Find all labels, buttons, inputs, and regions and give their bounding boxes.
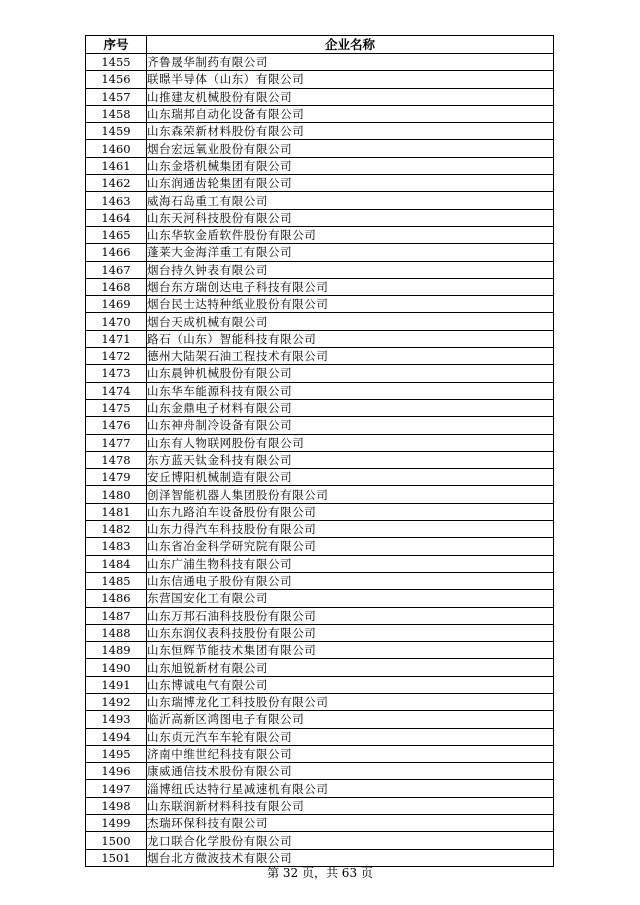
company-name-cell: 山东金鼎电子材料有限公司 [147,399,554,416]
serial-number-cell: 1469 [86,296,147,313]
serial-number-cell: 1489 [86,642,147,659]
table-row [86,590,554,607]
table-row [86,607,554,624]
company-name-cell: 烟台民士达特种纸业股份有限公司 [147,296,554,313]
serial-number-cell: 1477 [86,434,147,451]
table-row [86,296,554,313]
table-row [86,399,554,416]
table-row [86,330,554,347]
serial-number-cell: 1484 [86,555,147,572]
table-row [86,486,554,503]
table-row [86,538,554,555]
company-name-cell: 山东瑞博龙化工科技股份有限公司 [147,693,554,710]
serial-number-cell: 1463 [86,192,147,209]
table-header-row [86,36,554,54]
serial-number-cell: 1461 [86,157,147,174]
company-name-cell: 安丘博阳机械制造有限公司 [147,469,554,486]
table-row [86,797,554,814]
serial-number-cell: 1479 [86,469,147,486]
serial-number-cell: 1498 [86,797,147,814]
serial-number-cell: 1490 [86,659,147,676]
table-row [86,192,554,209]
table-row [86,676,554,693]
table-row [86,417,554,434]
serial-number-cell: 1497 [86,780,147,797]
serial-number-cell: 1476 [86,417,147,434]
table-row [86,728,554,745]
company-name-cell: 山东东润仪表科技股份有限公司 [147,624,554,641]
company-name-cell: 创泽智能机器人集团股份有限公司 [147,486,554,503]
serial-number-cell: 1468 [86,278,147,295]
company-name-cell: 山东神舟制冷设备有限公司 [147,417,554,434]
table-row [86,434,554,451]
company-name-cell: 齐鲁晟华制药有限公司 [147,54,554,71]
serial-number-cell: 1491 [86,676,147,693]
table-row [86,469,554,486]
company-name-cell: 烟台持久钟表有限公司 [147,261,554,278]
serial-number-cell: 1462 [86,175,147,192]
serial-number-cell: 1494 [86,728,147,745]
table-row [86,521,554,538]
company-name-cell: 山东瑞邦自动化设备有限公司 [147,105,554,122]
company-name-cell: 山东联润新材料科技有限公司 [147,797,554,814]
table-row [86,348,554,365]
serial-number-cell: 1466 [86,244,147,261]
table-row [86,451,554,468]
serial-number-cell: 1481 [86,503,147,520]
serial-number-cell: 1465 [86,226,147,243]
document-page [85,35,553,867]
company-name-cell: 临沂高新区鸿图电子有限公司 [147,711,554,728]
table-row [86,693,554,710]
company-name-cell: 济南中维世纪科技有限公司 [147,745,554,762]
serial-number-cell: 1455 [86,54,147,71]
table-row [86,244,554,261]
company-name-cell: 山东博诚电气有限公司 [147,676,554,693]
table-row [86,105,554,122]
table-row [86,157,554,174]
serial-number-cell: 1480 [86,486,147,503]
company-name-cell: 山推建友机械股份有限公司 [147,88,554,105]
table-row [86,54,554,71]
serial-number-cell: 1471 [86,330,147,347]
company-name-cell: 山东晨钟机械股份有限公司 [147,365,554,382]
company-name-cell: 山东旭锐新材有限公司 [147,659,554,676]
company-name-cell: 威海石岛重工有限公司 [147,192,554,209]
serial-number-cell: 1492 [86,693,147,710]
serial-number-cell: 1488 [86,624,147,641]
table-row [86,711,554,728]
serial-number-cell: 1493 [86,711,147,728]
company-name-cell: 山东贞元汽车车轮有限公司 [147,728,554,745]
column-header-serial-number: 序号 [86,36,147,54]
table-row [86,503,554,520]
column-header-company-name: 企业名称 [147,36,554,54]
serial-number-cell: 1482 [86,521,147,538]
table-row [86,815,554,832]
serial-number-cell: 1478 [86,451,147,468]
table-row [86,175,554,192]
serial-number-cell: 1464 [86,209,147,226]
serial-number-cell: 1473 [86,365,147,382]
serial-number-cell: 1486 [86,590,147,607]
page-footer: 第 32 页，共 63 页 [267,866,373,880]
company-name-cell: 山东华车能源科技有限公司 [147,382,554,399]
company-name-cell: 山东金塔机械集团有限公司 [147,157,554,174]
table-row [86,209,554,226]
company-name-cell: 联暻半导体（山东）有限公司 [147,71,554,88]
company-name-cell: 蓬莱大金海洋重工有限公司 [147,244,554,261]
company-name-cell: 龙口联合化学股份有限公司 [147,832,554,849]
company-name-cell: 烟台天成机械有限公司 [147,313,554,330]
table-row [86,642,554,659]
table-row [86,365,554,382]
serial-number-cell: 1499 [86,815,147,832]
table-row [86,745,554,762]
table-row [86,382,554,399]
company-name-cell: 康威通信技术股份有限公司 [147,763,554,780]
serial-number-cell: 1475 [86,399,147,416]
company-name-cell: 山东恒辉节能技术集团有限公司 [147,642,554,659]
serial-number-cell: 1487 [86,607,147,624]
table-row [86,140,554,157]
serial-number-cell: 1496 [86,763,147,780]
serial-number-cell: 1458 [86,105,147,122]
table-row [86,763,554,780]
company-name-cell: 杰瑞环保科技有限公司 [147,815,554,832]
company-list-table [85,35,554,867]
serial-number-cell: 1485 [86,572,147,589]
company-name-cell: 烟台北方微波技术有限公司 [147,849,554,866]
serial-number-cell: 1474 [86,382,147,399]
company-name-cell: 山东润通齿轮集团有限公司 [147,175,554,192]
table-row [86,88,554,105]
table-row [86,123,554,140]
serial-number-cell: 1457 [86,88,147,105]
company-name-cell: 烟台宏远氧业股份有限公司 [147,140,554,157]
serial-number-cell: 1501 [86,849,147,866]
company-name-cell: 东方蓝天钛金科技有限公司 [147,451,554,468]
company-name-cell: 山东信通电子股份有限公司 [147,572,554,589]
company-name-cell: 山东省冶金科学研究院有限公司 [147,538,554,555]
company-name-cell: 山东有人物联网股份有限公司 [147,434,554,451]
table-row [86,832,554,849]
company-name-cell: 德州大陆架石油工程技术有限公司 [147,348,554,365]
serial-number-cell: 1470 [86,313,147,330]
serial-number-cell: 1460 [86,140,147,157]
table-row [86,624,554,641]
serial-number-cell: 1456 [86,71,147,88]
company-name-cell: 东营国安化工有限公司 [147,590,554,607]
serial-number-cell: 1500 [86,832,147,849]
table-row [86,261,554,278]
table-body [86,54,554,867]
company-name-cell: 山东天河科技股份有限公司 [147,209,554,226]
company-name-cell: 淄博纽氏达特行星减速机有限公司 [147,780,554,797]
serial-number-cell: 1495 [86,745,147,762]
table-row [86,278,554,295]
company-name-cell: 烟台东方瑞创达电子科技有限公司 [147,278,554,295]
table-row [86,226,554,243]
company-name-cell: 山东九路泊车设备股份有限公司 [147,503,554,520]
serial-number-cell: 1472 [86,348,147,365]
table-row [86,555,554,572]
company-name-cell: 山东森荣新材料股份有限公司 [147,123,554,140]
serial-number-cell: 1483 [86,538,147,555]
table-row [86,659,554,676]
table-row [86,780,554,797]
company-name-cell: 山东华软金盾软件股份有限公司 [147,226,554,243]
serial-number-cell: 1459 [86,123,147,140]
table-row [86,313,554,330]
company-name-cell: 山东万邦石油科技股份有限公司 [147,607,554,624]
table-row [86,71,554,88]
table-row [86,572,554,589]
company-name-cell: 路石（山东）智能科技有限公司 [147,330,554,347]
company-name-cell: 山东广浦生物科技有限公司 [147,555,554,572]
company-name-cell: 山东力得汽车科技股份有限公司 [147,521,554,538]
serial-number-cell: 1467 [86,261,147,278]
